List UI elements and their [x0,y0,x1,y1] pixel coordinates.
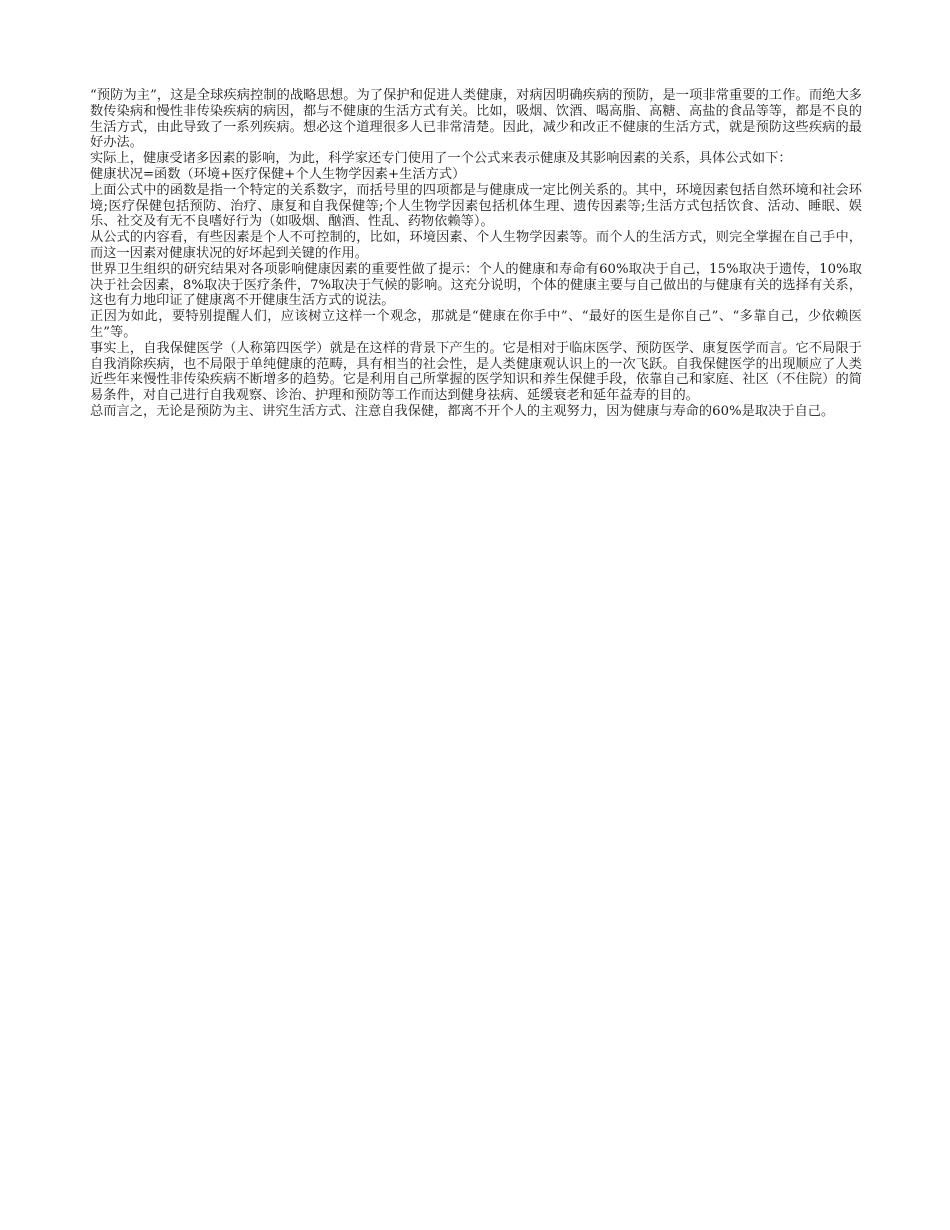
paragraph-formula-explanation: 上面公式中的函数是指一个特定的关系数字，而括号里的四项都是与健康成一定比例关系的。其中，环境因素包括自然环境和社会环境;医疗保健包括预防、治疗、康复和自我保健等;个人生物学因素包括机体生理、遗传因素等;生活方式包括饮食、活动、睡眠、娱乐、社交及有无不良嗜好行为（如吸烟、酗酒、性乱、药物依赖等）。 [90,182,862,230]
paragraph-self-care-medicine: 事实上，自我保健医学（人称第四医学）就是在这样的背景下产生的。它是相对于临床医学、预防医学、康复医学而言。它不局限于自我消除疾病，也不局限于单纯健康的范畴，具有相当的社会性，是人类健康观认识上的一次飞跃。自我保健医学的出现顺应了人类近些年来慢性非传染疾病不断增多的趋势。它是利用自己所掌握的医学知识和养生保健手段，依靠自己和家庭、社区（不住院）的简易条件，对自己进行自我观察、诊治、护理和预防等工作而达到健身祛病、延缓衰老和延年益寿的目的。 [90,340,862,404]
paragraph-who-research: 世界卫生组织的研究结果对各项影响健康因素的重要性做了提示：个人的健康和寿命有60%取决于自己，15%取决于遗传，10%取决于社会因素，8%取决于医疗条件，7%取决于气候的影响。这充分说明，个体的健康主要与自己做出的与健康有关的选择有关系，这也有力地印证了健康离不开健康生活方式的说法。 [90,261,862,309]
paragraph-formula: 健康状况=函数（环境+医疗保健+个人生物学因素+生活方式） [90,166,466,182]
paragraph-controllable-factors: 从公式的内容看，有些因素是个人不可控制的，比如，环境因素、个人生物学因素等。而个人的生活方式，则完全掌握在自己手中，而这一因素对健康状况的好坏起到关键的作用。 [90,230,862,261]
paragraph-health-concept: 正因为如此，要特别提醒人们，应该树立这样一个观念，那就是“健康在你手中”、“最好的医生是你自己”、“多靠自己，少依赖医生”等。 [90,309,862,340]
paragraph-prevention: “预防为主”，这是全球疾病控制的战略思想。为了保护和促进人类健康，对病因明确疾病的预防，是一项非常重要的工作。而绝大多数传染病和慢性非传染疾病的病因，都与不健康的生活方式有关。比如，吸烟、饮酒、喝高脂、高糖、高盐的食品等等，都是不良的生活方式，由此导致了一系列疾病。想必这个道理很多人已非常清楚。因此，减少和改正不健康的生活方式，就是预防这些疾病的最好办法。 [90,88,862,151]
paragraph-health-factors: 实际上，健康受诸多因素的影响，为此，科学家还专门使用了一个公式来表示健康及其影响因素的关系，具体公式如下： [90,151,792,167]
paragraph-conclusion: 总而言之，无论是预防为主、讲究生活方式、注意自我保健，都离不开个人的主观努力，因为健康与寿命的60%是取决于自己。 [90,403,835,419]
document-body [90,88,862,420]
